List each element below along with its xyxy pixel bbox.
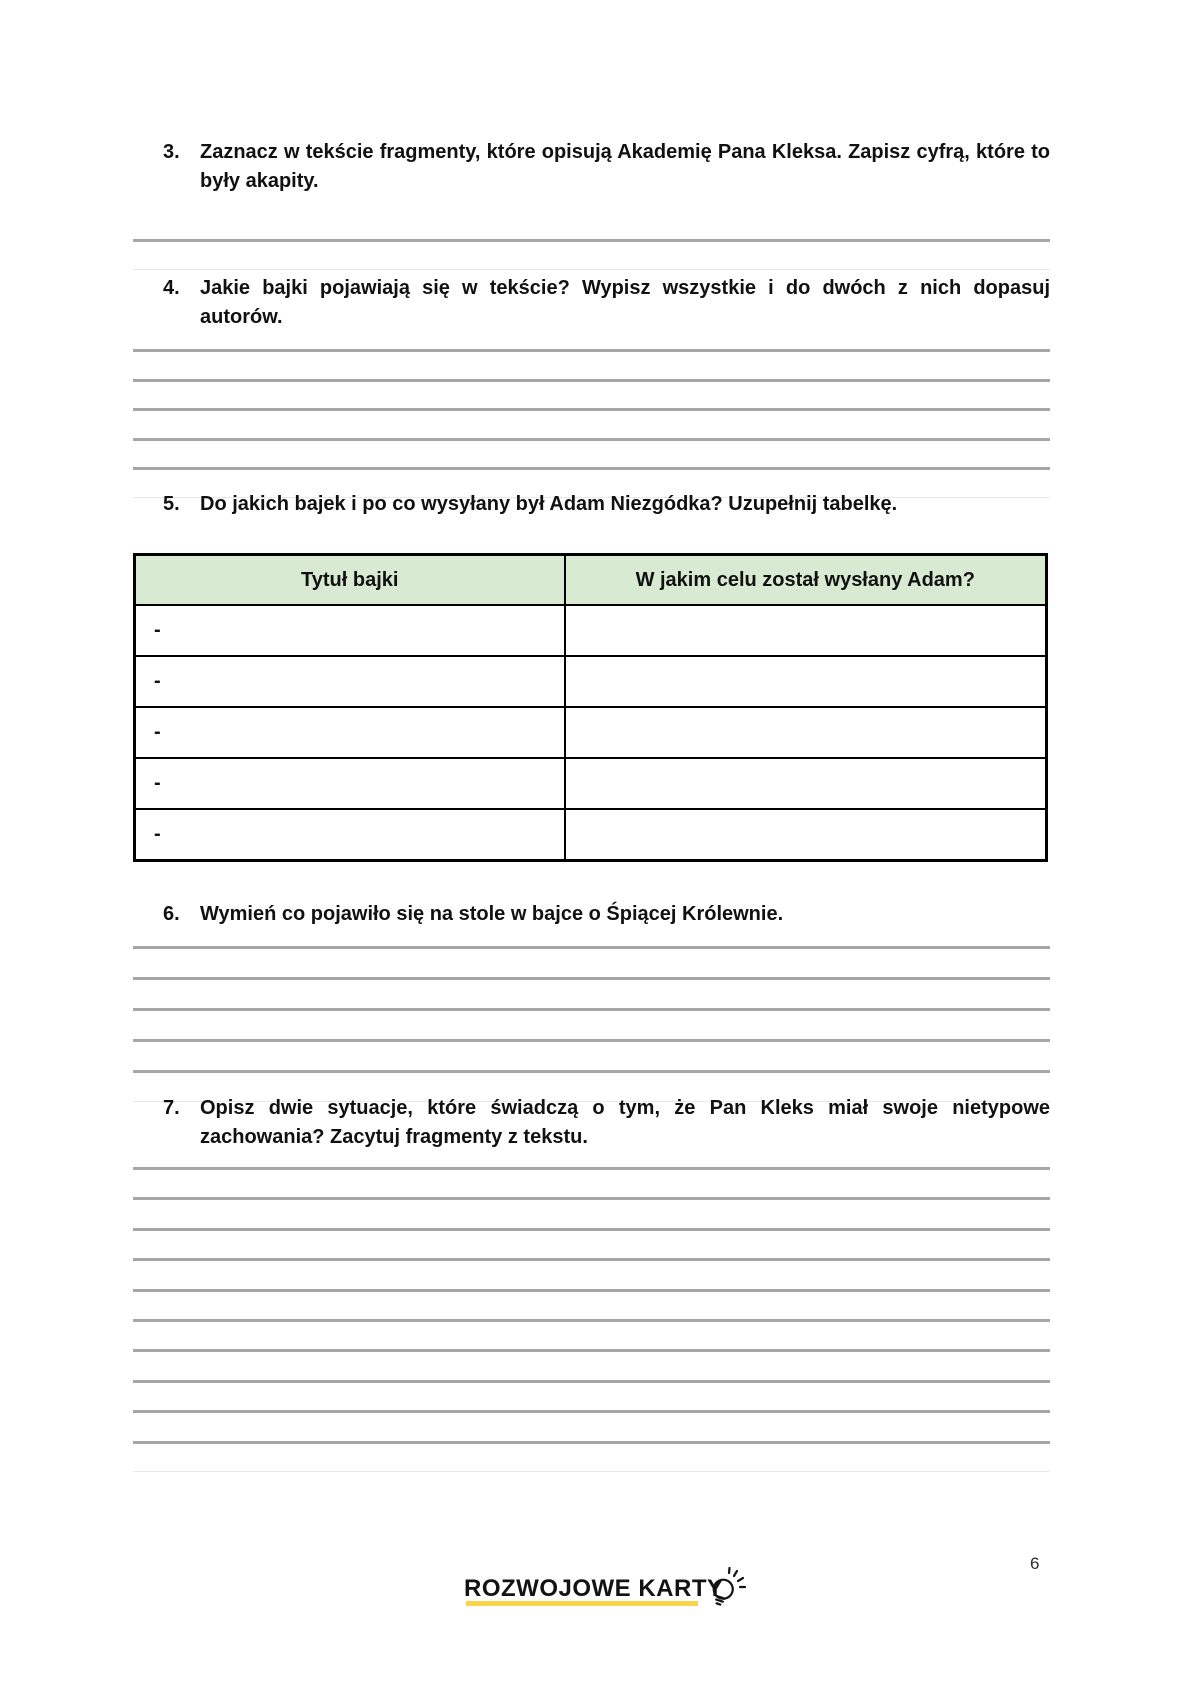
table-row	[135, 809, 1047, 861]
title-cell: -	[135, 758, 565, 809]
answer-line	[133, 1441, 1050, 1471]
answer-line	[133, 408, 1050, 438]
answer-line	[133, 1039, 1050, 1070]
question-4-number: 4.	[163, 277, 180, 299]
answer-line	[133, 349, 1050, 379]
answer-line	[133, 977, 1050, 1008]
page-number: 6	[1030, 1554, 1040, 1573]
footer-logo	[464, 1575, 724, 1619]
title-cell: -	[135, 656, 565, 707]
table-row	[135, 605, 1047, 656]
bajki-table-body	[135, 605, 1047, 861]
title-cell: -	[135, 605, 565, 656]
answer-line	[133, 1289, 1050, 1319]
question-7-answer-lines	[133, 1167, 1050, 1471]
answer-line	[133, 1258, 1050, 1288]
answer-line	[133, 1410, 1050, 1440]
table-row	[135, 707, 1047, 758]
answer-line	[133, 1349, 1050, 1379]
question-5-number: 5.	[163, 493, 180, 515]
question-3-answer-lines	[133, 239, 1050, 269]
title-cell: -	[135, 707, 565, 758]
table-header-purpose: W jakim celu został wysłany Adam?	[565, 555, 1047, 606]
answer-line	[133, 1228, 1050, 1258]
footer-brand-text: ROZWOJOWE KARTY	[464, 1575, 724, 1602]
question-4-answer-lines	[133, 349, 1050, 497]
answer-line	[133, 1319, 1050, 1349]
question-4-text: Jakie bajki pojawiają się w tekście? Wypisz wszystkie i do dwóch z nich dopasuj autorów.	[200, 277, 1050, 328]
answer-line	[133, 946, 1050, 977]
title-cell: -	[135, 809, 565, 861]
question-3	[163, 138, 1050, 196]
question-6	[163, 900, 1050, 929]
question-4	[163, 274, 1050, 332]
question-5	[163, 490, 1050, 519]
answer-line	[133, 438, 1050, 468]
question-7-text: Opisz dwie sytuacje, które świadczą o tym, że Pan Kleks miał swoje nietypowe zachowania? Zacytuj fragmenty z tekstu.	[200, 1097, 1050, 1148]
table-header-row	[135, 555, 1047, 606]
answer-line	[133, 379, 1050, 409]
purpose-cell	[565, 809, 1047, 861]
question-6-number: 6.	[163, 903, 180, 925]
question-7	[163, 1094, 1050, 1152]
answer-line	[133, 1167, 1050, 1197]
answer-line	[133, 1380, 1050, 1410]
question-6-answer-lines	[133, 946, 1050, 1101]
question-3-number: 3.	[163, 141, 180, 163]
question-5-text: Do jakich bajek i po co wysyłany był Adam Niezgódka? Uzupełnij tabelkę.	[200, 493, 898, 515]
question-6-text: Wymień co pojawiło się na stole w bajce o Śpiącej Królewnie.	[200, 903, 784, 925]
table-row	[135, 758, 1047, 809]
answer-line	[133, 1008, 1050, 1039]
table-row	[135, 656, 1047, 707]
table-header-title: Tytuł bajki	[135, 555, 565, 606]
fairy-tale-table	[133, 553, 1048, 862]
purpose-cell	[565, 707, 1047, 758]
answer-line	[133, 239, 1050, 269]
question-3-text: Zaznacz w tekście fragmenty, które opisują Akademię Pana Kleksa. Zapisz cyfrą, które to były akapity.	[200, 141, 1050, 192]
purpose-cell	[565, 758, 1047, 809]
purpose-cell	[565, 656, 1047, 707]
question-7-number: 7.	[163, 1097, 180, 1119]
answer-line	[133, 1197, 1050, 1227]
purpose-cell	[565, 605, 1047, 656]
